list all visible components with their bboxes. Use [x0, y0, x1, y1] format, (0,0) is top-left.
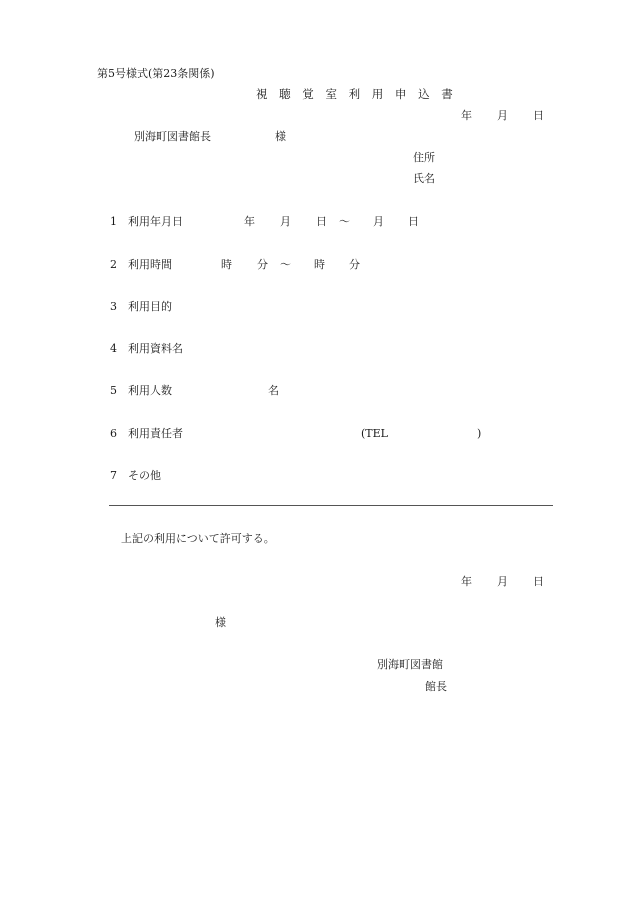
- item-number: 6: [110, 427, 117, 440]
- day-label: 日: [316, 215, 327, 228]
- item-number: 2: [110, 258, 117, 271]
- people-unit-label: 名: [268, 384, 279, 397]
- approval-year-label: 年: [461, 575, 472, 588]
- item-label: 利用目的: [128, 300, 172, 313]
- range-tilde: 〜: [280, 258, 291, 271]
- address-label: 住所: [413, 151, 435, 164]
- item-label: 利用時間: [128, 258, 172, 271]
- addressee: 別海町図書館長: [134, 130, 211, 143]
- tel-close-paren: ): [477, 427, 482, 440]
- item-label: 利用人数: [128, 384, 172, 397]
- name-label: 氏名: [413, 172, 435, 185]
- item-number: 5: [110, 384, 117, 397]
- hour-label: 時: [314, 258, 325, 271]
- item-label: 利用資料名: [128, 342, 183, 355]
- item-number: 3: [110, 300, 117, 313]
- date-day-label: 日: [533, 109, 544, 122]
- item-label: その他: [128, 469, 161, 482]
- recipient-honorific: 様: [215, 616, 226, 629]
- approval-statement: 上記の利用について許可する。: [121, 532, 275, 545]
- date-year-label: 年: [461, 109, 472, 122]
- year-label: 年: [244, 215, 255, 228]
- item-number: 7: [110, 469, 117, 482]
- day-label: 日: [408, 215, 419, 228]
- minute-label: 分: [257, 258, 268, 271]
- month-label: 月: [373, 215, 384, 228]
- addressee-honorific: 様: [275, 130, 286, 143]
- range-tilde: 〜: [339, 215, 350, 228]
- approval-day-label: 日: [533, 575, 544, 588]
- date-month-label: 月: [497, 109, 508, 122]
- minute-label: 分: [349, 258, 360, 271]
- tel-open-label: (TEL: [361, 427, 388, 440]
- issuer-title: 館長: [425, 680, 447, 693]
- item-label: 利用年月日: [128, 215, 183, 228]
- item-number: 4: [110, 342, 117, 355]
- form-number: 第5号様式(第23条関係): [97, 67, 215, 80]
- hour-label: 時: [221, 258, 232, 271]
- item-number: 1: [110, 215, 117, 228]
- form-title: 視 聴 覚 室 利 用 申 込 書: [256, 87, 457, 101]
- approval-month-label: 月: [497, 575, 508, 588]
- month-label: 月: [280, 215, 291, 228]
- item-label: 利用責任者: [128, 427, 183, 440]
- issuer-org: 別海町図書館: [377, 658, 443, 671]
- section-divider: [109, 505, 553, 506]
